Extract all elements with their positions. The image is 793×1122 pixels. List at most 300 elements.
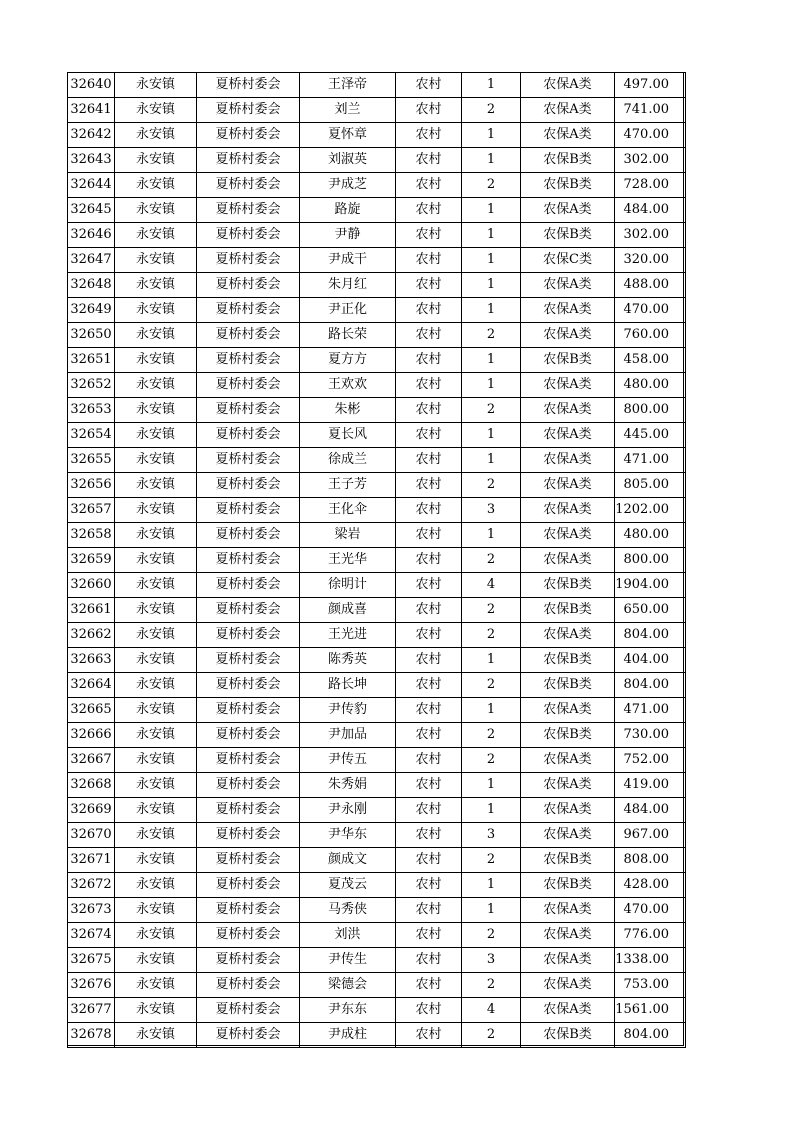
person-name-cell: 王化伞: [300, 498, 396, 523]
town-cell: 永安镇: [115, 623, 197, 648]
village-committee-cell: 夏桥村委会: [197, 223, 300, 248]
household-count-cell: 3: [462, 948, 521, 973]
village-committee-cell: 夏桥村委会: [197, 998, 300, 1023]
table-row: [68, 798, 686, 823]
village-committee-cell: 夏桥村委会: [197, 523, 300, 548]
table-row: [68, 998, 686, 1023]
residence-type-cell: 农村: [396, 748, 462, 773]
insurance-category-cell: 农保A类: [521, 773, 615, 798]
village-committee-cell: 夏桥村委会: [197, 973, 300, 998]
record-id-cell: 32658: [68, 523, 115, 548]
household-count-cell: 2: [462, 473, 521, 498]
town-cell: 永安镇: [115, 323, 197, 348]
village-committee-cell: 夏桥村委会: [197, 348, 300, 373]
residence-type-cell: 农村: [396, 873, 462, 898]
record-id-cell: 32647: [68, 248, 115, 273]
amount-cell: 752.00: [615, 748, 686, 773]
residence-type-cell: 农村: [396, 298, 462, 323]
table-row: [68, 973, 686, 998]
amount-cell: 458.00: [615, 348, 686, 373]
household-count-cell: 2: [462, 623, 521, 648]
insurance-category-cell: 农保B类: [521, 648, 615, 673]
insurance-category-cell: 农保B类: [521, 223, 615, 248]
insurance-category-cell: 农保A类: [521, 498, 615, 523]
person-name-cell: 王光进: [300, 623, 396, 648]
town-cell: 永安镇: [115, 398, 197, 423]
town-cell: 永安镇: [115, 423, 197, 448]
table-row: [68, 823, 686, 848]
town-cell: 永安镇: [115, 573, 197, 598]
village-committee-cell: 夏桥村委会: [197, 423, 300, 448]
household-count-cell: 1: [462, 873, 521, 898]
amount-cell: 760.00: [615, 323, 686, 348]
insurance-category-cell: 农保A类: [521, 623, 615, 648]
person-name-cell: 朱彬: [300, 398, 396, 423]
record-id-cell: 32678: [68, 1023, 115, 1048]
person-name-cell: 徐成兰: [300, 448, 396, 473]
amount-cell: 488.00: [615, 273, 686, 298]
record-id-cell: 32671: [68, 848, 115, 873]
table-row: [68, 698, 686, 723]
residence-type-cell: 农村: [396, 1023, 462, 1048]
insurance-category-cell: 农保B类: [521, 148, 615, 173]
record-id-cell: 32649: [68, 298, 115, 323]
table-row: [68, 948, 686, 973]
household-count-cell: 1: [462, 523, 521, 548]
town-cell: 永安镇: [115, 248, 197, 273]
residence-type-cell: 农村: [396, 573, 462, 598]
household-count-cell: 4: [462, 998, 521, 1023]
record-id-cell: 32645: [68, 198, 115, 223]
village-committee-cell: 夏桥村委会: [197, 398, 300, 423]
person-name-cell: 尹东东: [300, 998, 396, 1023]
insurance-category-cell: 农保A类: [521, 398, 615, 423]
table-row: [68, 273, 686, 298]
record-id-cell: 32657: [68, 498, 115, 523]
town-cell: 永安镇: [115, 723, 197, 748]
record-id-cell: 32652: [68, 373, 115, 398]
residence-type-cell: 农村: [396, 173, 462, 198]
insurance-category-cell: 农保A类: [521, 73, 615, 98]
person-name-cell: 尹传豹: [300, 698, 396, 723]
person-name-cell: 夏茂云: [300, 873, 396, 898]
residence-type-cell: 农村: [396, 598, 462, 623]
insurance-category-cell: 农保B类: [521, 1023, 615, 1048]
amount-cell: 428.00: [615, 873, 686, 898]
household-count-cell: 1: [462, 273, 521, 298]
amount-cell: 650.00: [615, 598, 686, 623]
record-id-cell: 32650: [68, 323, 115, 348]
person-name-cell: 尹加品: [300, 723, 396, 748]
household-count-cell: 1: [462, 373, 521, 398]
village-committee-cell: 夏桥村委会: [197, 773, 300, 798]
amount-cell: 484.00: [615, 798, 686, 823]
table-row: [68, 148, 686, 173]
insurance-category-cell: 农保A类: [521, 373, 615, 398]
amount-cell: 1338.00: [615, 948, 686, 973]
residence-type-cell: 农村: [396, 398, 462, 423]
village-committee-cell: 夏桥村委会: [197, 748, 300, 773]
town-cell: 永安镇: [115, 873, 197, 898]
record-id-cell: 32673: [68, 898, 115, 923]
amount-cell: 805.00: [615, 473, 686, 498]
village-committee-cell: 夏桥村委会: [197, 848, 300, 873]
amount-cell: 776.00: [615, 923, 686, 948]
record-id-cell: 32667: [68, 748, 115, 773]
person-name-cell: 陈秀英: [300, 648, 396, 673]
record-id-cell: 32656: [68, 473, 115, 498]
town-cell: 永安镇: [115, 673, 197, 698]
amount-cell: 480.00: [615, 523, 686, 548]
person-name-cell: 王泽帝: [300, 73, 396, 98]
table-row: [68, 748, 686, 773]
amount-cell: 480.00: [615, 373, 686, 398]
table-row: [68, 398, 686, 423]
person-name-cell: 夏长风: [300, 423, 396, 448]
residence-type-cell: 农村: [396, 223, 462, 248]
person-name-cell: 梁岩: [300, 523, 396, 548]
amount-cell: 728.00: [615, 173, 686, 198]
person-name-cell: 路长坤: [300, 673, 396, 698]
insurance-category-cell: 农保A类: [521, 523, 615, 548]
insurance-category-cell: 农保A类: [521, 448, 615, 473]
village-committee-cell: 夏桥村委会: [197, 448, 300, 473]
village-committee-cell: 夏桥村委会: [197, 1023, 300, 1048]
person-name-cell: 尹永刚: [300, 798, 396, 823]
town-cell: 永安镇: [115, 473, 197, 498]
town-cell: 永安镇: [115, 823, 197, 848]
person-name-cell: 徐明计: [300, 573, 396, 598]
table-row: [68, 98, 686, 123]
insurance-category-cell: 农保A类: [521, 298, 615, 323]
insurance-category-cell: 农保A类: [521, 923, 615, 948]
record-id-cell: 32644: [68, 173, 115, 198]
table-row: [68, 873, 686, 898]
amount-cell: 800.00: [615, 398, 686, 423]
town-cell: 永安镇: [115, 923, 197, 948]
insurance-category-cell: 农保B类: [521, 173, 615, 198]
town-cell: 永安镇: [115, 448, 197, 473]
household-count-cell: 2: [462, 923, 521, 948]
table-row: [68, 848, 686, 873]
village-committee-cell: 夏桥村委会: [197, 673, 300, 698]
amount-cell: 730.00: [615, 723, 686, 748]
person-name-cell: 路长荣: [300, 323, 396, 348]
residence-type-cell: 农村: [396, 498, 462, 523]
person-name-cell: 刘淑英: [300, 148, 396, 173]
person-name-cell: 夏怀章: [300, 123, 396, 148]
town-cell: 永安镇: [115, 548, 197, 573]
person-name-cell: 尹传生: [300, 948, 396, 973]
residence-type-cell: 农村: [396, 648, 462, 673]
record-id-cell: 32651: [68, 348, 115, 373]
record-id-cell: 32641: [68, 98, 115, 123]
residence-type-cell: 农村: [396, 348, 462, 373]
table-row: [68, 198, 686, 223]
town-cell: 永安镇: [115, 273, 197, 298]
table-row: [68, 223, 686, 248]
amount-cell: 967.00: [615, 823, 686, 848]
table-row: [68, 723, 686, 748]
household-count-cell: 1: [462, 773, 521, 798]
record-id-cell: 32659: [68, 548, 115, 573]
record-id-cell: 32675: [68, 948, 115, 973]
record-id-cell: 32646: [68, 223, 115, 248]
town-cell: 永安镇: [115, 698, 197, 723]
table-row: [68, 648, 686, 673]
residence-type-cell: 农村: [396, 923, 462, 948]
table-row: [68, 123, 686, 148]
residence-type-cell: 农村: [396, 423, 462, 448]
insurance-category-cell: 农保B类: [521, 873, 615, 898]
household-count-cell: 2: [462, 723, 521, 748]
record-id-cell: 32654: [68, 423, 115, 448]
record-id-cell: 32666: [68, 723, 115, 748]
insurance-category-cell: 农保B类: [521, 673, 615, 698]
record-id-cell: 32670: [68, 823, 115, 848]
record-id-cell: 32643: [68, 148, 115, 173]
table-row: [68, 323, 686, 348]
insurance-category-cell: 农保A类: [521, 548, 615, 573]
amount-cell: 808.00: [615, 848, 686, 873]
insurance-category-cell: 农保B类: [521, 723, 615, 748]
person-name-cell: 朱月红: [300, 273, 396, 298]
person-name-cell: 尹正化: [300, 298, 396, 323]
roster-table: [67, 72, 686, 1048]
household-count-cell: 4: [462, 573, 521, 598]
amount-cell: 741.00: [615, 98, 686, 123]
household-count-cell: 2: [462, 848, 521, 873]
table-row: [68, 923, 686, 948]
table-row: [68, 523, 686, 548]
amount-cell: 470.00: [615, 298, 686, 323]
table-row: [68, 623, 686, 648]
residence-type-cell: 农村: [396, 848, 462, 873]
household-count-cell: 2: [462, 1023, 521, 1048]
household-count-cell: 1: [462, 148, 521, 173]
village-committee-cell: 夏桥村委会: [197, 473, 300, 498]
table-row: [68, 673, 686, 698]
residence-type-cell: 农村: [396, 948, 462, 973]
amount-cell: 471.00: [615, 698, 686, 723]
person-name-cell: 颜成文: [300, 848, 396, 873]
village-committee-cell: 夏桥村委会: [197, 323, 300, 348]
household-count-cell: 1: [462, 223, 521, 248]
village-committee-cell: 夏桥村委会: [197, 798, 300, 823]
household-count-cell: 1: [462, 123, 521, 148]
amount-cell: 302.00: [615, 223, 686, 248]
town-cell: 永安镇: [115, 773, 197, 798]
amount-cell: 804.00: [615, 673, 686, 698]
insurance-category-cell: 农保C类: [521, 248, 615, 273]
table-row: [68, 448, 686, 473]
amount-cell: 497.00: [615, 73, 686, 98]
insurance-category-cell: 农保A类: [521, 323, 615, 348]
residence-type-cell: 农村: [396, 673, 462, 698]
residence-type-cell: 农村: [396, 623, 462, 648]
residence-type-cell: 农村: [396, 998, 462, 1023]
village-committee-cell: 夏桥村委会: [197, 948, 300, 973]
residence-type-cell: 农村: [396, 73, 462, 98]
residence-type-cell: 农村: [396, 148, 462, 173]
insurance-category-cell: 农保B类: [521, 348, 615, 373]
village-committee-cell: 夏桥村委会: [197, 248, 300, 273]
person-name-cell: 夏方方: [300, 348, 396, 373]
town-cell: 永安镇: [115, 173, 197, 198]
village-committee-cell: 夏桥村委会: [197, 373, 300, 398]
residence-type-cell: 农村: [396, 373, 462, 398]
residence-type-cell: 农村: [396, 448, 462, 473]
village-committee-cell: 夏桥村委会: [197, 173, 300, 198]
town-cell: 永安镇: [115, 898, 197, 923]
person-name-cell: 尹传五: [300, 748, 396, 773]
amount-cell: 404.00: [615, 648, 686, 673]
amount-cell: 800.00: [615, 548, 686, 573]
person-name-cell: 尹成干: [300, 248, 396, 273]
record-id-cell: 32676: [68, 973, 115, 998]
insurance-category-cell: 农保A类: [521, 423, 615, 448]
person-name-cell: 尹静: [300, 223, 396, 248]
amount-cell: 445.00: [615, 423, 686, 448]
residence-type-cell: 农村: [396, 798, 462, 823]
residence-type-cell: 农村: [396, 898, 462, 923]
table-row: [68, 898, 686, 923]
table-row: [68, 73, 686, 98]
town-cell: 永安镇: [115, 148, 197, 173]
record-id-cell: 32663: [68, 648, 115, 673]
village-committee-cell: 夏桥村委会: [197, 548, 300, 573]
record-id-cell: 32660: [68, 573, 115, 598]
record-id-cell: 32642: [68, 123, 115, 148]
village-committee-cell: 夏桥村委会: [197, 123, 300, 148]
household-count-cell: 2: [462, 548, 521, 573]
amount-cell: 320.00: [615, 248, 686, 273]
town-cell: 永安镇: [115, 373, 197, 398]
household-count-cell: 3: [462, 823, 521, 848]
amount-cell: 470.00: [615, 123, 686, 148]
household-count-cell: 2: [462, 173, 521, 198]
village-committee-cell: 夏桥村委会: [197, 148, 300, 173]
residence-type-cell: 农村: [396, 548, 462, 573]
person-name-cell: 刘洪: [300, 923, 396, 948]
person-name-cell: 尹华东: [300, 823, 396, 848]
town-cell: 永安镇: [115, 973, 197, 998]
household-count-cell: 1: [462, 648, 521, 673]
town-cell: 永安镇: [115, 648, 197, 673]
household-count-cell: 1: [462, 198, 521, 223]
amount-cell: 1202.00: [615, 498, 686, 523]
residence-type-cell: 农村: [396, 523, 462, 548]
amount-cell: 470.00: [615, 898, 686, 923]
insurance-category-cell: 农保A类: [521, 698, 615, 723]
town-cell: 永安镇: [115, 998, 197, 1023]
household-count-cell: 1: [462, 298, 521, 323]
town-cell: 永安镇: [115, 748, 197, 773]
household-count-cell: 2: [462, 673, 521, 698]
insurance-category-cell: 农保A类: [521, 273, 615, 298]
table-row: [68, 173, 686, 198]
village-committee-cell: 夏桥村委会: [197, 648, 300, 673]
person-name-cell: 王光华: [300, 548, 396, 573]
insurance-category-cell: 农保A类: [521, 798, 615, 823]
town-cell: 永安镇: [115, 948, 197, 973]
village-committee-cell: 夏桥村委会: [197, 98, 300, 123]
table-row: [68, 1023, 686, 1048]
town-cell: 永安镇: [115, 1023, 197, 1048]
record-id-cell: 32669: [68, 798, 115, 823]
table-row: [68, 498, 686, 523]
residence-type-cell: 农村: [396, 723, 462, 748]
residence-type-cell: 农村: [396, 773, 462, 798]
town-cell: 永安镇: [115, 73, 197, 98]
record-id-cell: 32640: [68, 73, 115, 98]
village-committee-cell: 夏桥村委会: [197, 873, 300, 898]
town-cell: 永安镇: [115, 348, 197, 373]
table-row: [68, 548, 686, 573]
residence-type-cell: 农村: [396, 98, 462, 123]
household-count-cell: 1: [462, 698, 521, 723]
amount-cell: 1904.00: [615, 573, 686, 598]
household-count-cell: 3: [462, 498, 521, 523]
table-row: [68, 423, 686, 448]
record-id-cell: 32661: [68, 598, 115, 623]
household-count-cell: 2: [462, 973, 521, 998]
village-committee-cell: 夏桥村委会: [197, 823, 300, 848]
town-cell: 永安镇: [115, 598, 197, 623]
town-cell: 永安镇: [115, 123, 197, 148]
town-cell: 永安镇: [115, 498, 197, 523]
record-id-cell: 32655: [68, 448, 115, 473]
town-cell: 永安镇: [115, 198, 197, 223]
household-count-cell: 2: [462, 598, 521, 623]
village-committee-cell: 夏桥村委会: [197, 498, 300, 523]
amount-cell: 1561.00: [615, 998, 686, 1023]
table-row: [68, 773, 686, 798]
town-cell: 永安镇: [115, 523, 197, 548]
amount-cell: 804.00: [615, 1023, 686, 1048]
record-id-cell: 32653: [68, 398, 115, 423]
person-name-cell: 刘兰: [300, 98, 396, 123]
person-name-cell: 朱秀娟: [300, 773, 396, 798]
village-committee-cell: 夏桥村委会: [197, 298, 300, 323]
household-count-cell: 1: [462, 348, 521, 373]
insurance-category-cell: 农保A类: [521, 98, 615, 123]
table-row: [68, 473, 686, 498]
table-row: [68, 573, 686, 598]
record-id-cell: 32668: [68, 773, 115, 798]
person-name-cell: 马秀侠: [300, 898, 396, 923]
household-count-cell: 1: [462, 898, 521, 923]
village-committee-cell: 夏桥村委会: [197, 623, 300, 648]
residence-type-cell: 农村: [396, 823, 462, 848]
record-id-cell: 32677: [68, 998, 115, 1023]
village-committee-cell: 夏桥村委会: [197, 923, 300, 948]
household-count-cell: 1: [462, 73, 521, 98]
record-id-cell: 32662: [68, 623, 115, 648]
village-committee-cell: 夏桥村委会: [197, 698, 300, 723]
residence-type-cell: 农村: [396, 473, 462, 498]
table-row: [68, 373, 686, 398]
record-id-cell: 32665: [68, 698, 115, 723]
town-cell: 永安镇: [115, 298, 197, 323]
household-count-cell: 1: [462, 798, 521, 823]
record-id-cell: 32664: [68, 673, 115, 698]
person-name-cell: 尹成芝: [300, 173, 396, 198]
record-id-cell: 32648: [68, 273, 115, 298]
residence-type-cell: 农村: [396, 198, 462, 223]
household-count-cell: 1: [462, 448, 521, 473]
residence-type-cell: 农村: [396, 698, 462, 723]
